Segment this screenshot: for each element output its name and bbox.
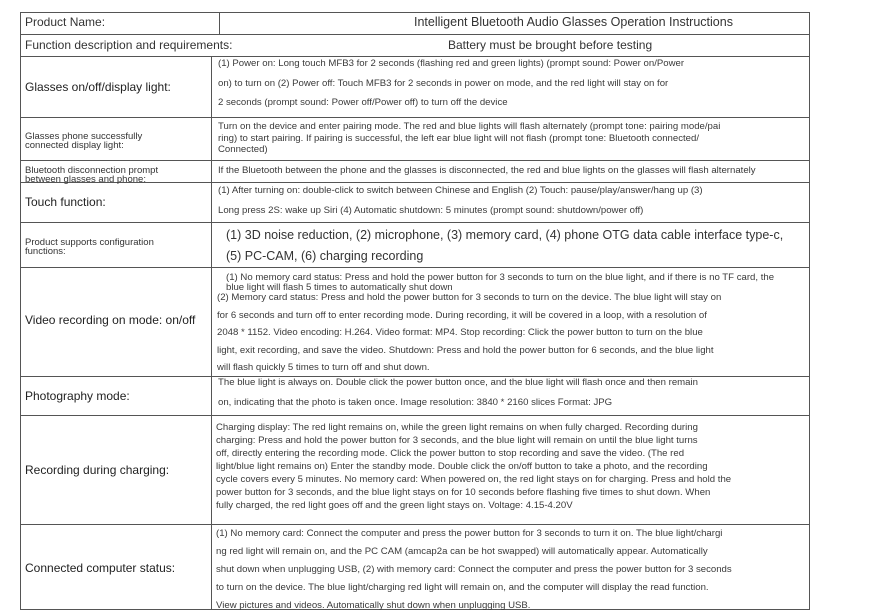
video-description: (2) Memory card status: Press and hold the power button for 3 seconds to turn on the device. The blue light will stay on for 6 seconds and turn off to enter recording mode. During recording, it will be covered in a loop, with a resolution of 2048 * 1152. Video encoding: H.264. Video format: MP4. Stop recording: Click the power button to turn on the blue light, exit recording, and save the video. Shutdown: Press and hold the power button for 6 seconds, and the blue light will flash quickly 5 times to turn off and shut down. [217, 292, 722, 373]
function-description-label: Function description and requirements: [25, 38, 233, 52]
product-name-label: Product Name: [25, 15, 106, 29]
photo-label: Photography mode: [25, 389, 130, 403]
document-title: Intelligent Bluetooth Audio Glasses Operation Instructions [414, 15, 733, 29]
charging-label: Recording during charging: [25, 463, 170, 477]
touch-label: Touch function: [25, 195, 106, 209]
disconnect-label: Bluetooth disconnection prompt between glasses and phone: [25, 165, 159, 185]
touch-description: (1) After turning on: double-click to switch between Chinese and English (2) Touch: pause/play/answer/hang up (3) Long press 2S: wake up Siri (4) Automatic shutdown: 5 minutes (prompt sound: shutdown/power off) [218, 185, 703, 216]
charging-description: Charging display: The red light remains on, while the green light remains on when fully charged. Recording during charging: Press and hold the power button for 3 seconds, and the blue light will remain on until the blue light turns off, directly entering the recording mode. Click the power button to stop recording and save the video. (The red light/blue light remains on) Enter the standby mode. Double click the on/off button to take a photo, and the recording cycle covers every 5 minutes. No memory card: When powered on, the red light stays on for charging. Press and hold the power button for 3 seconds, and the blue light stays on for 10 seconds before flashing five times to shut down. When fully charged, the red light goes off and the green light stays on. Voltage: 4.15-4.20V [216, 422, 732, 511]
config-description: (1) 3D noise reduction, (2) microphone, (3) memory card, (4) phone OTG data cable interface type-c, (5) PC-CAM, (6) charging recording [226, 228, 784, 263]
photo-description: The blue light is always on. Double click the power button once, and the blue light will flash once and then remain on, indicating that the photo is taken once. Image resolution: 3840 * 2160 slices Format: JPG [218, 377, 698, 408]
battery-note: Battery must be brought before testing [448, 38, 653, 52]
config-label: Product supports configuration functions: [25, 237, 154, 257]
computer-label: Connected computer status: [25, 561, 176, 575]
computer-description: (1) No memory card: Connect the computer and press the power button for 3 seconds to turn it on. The blue light/chargi ng red light will remain on, and the PC CAM (amcap2a can be hot swapped) will automatically appear. Automatically shut down when unplugging USB, (2) with memory card: Connect the computer and press the power button for 3 seconds to turn on the device. The blue light/charging red light will remain on, and the computer will display the read function. View pictures and videos. Automatically shut down when unplugging USB. [216, 528, 732, 611]
pairing-description: Turn on the device and enter pairing mode. The red and blue lights will flash alternately (prompt tone: pairing mode/pai ring) to start pairing. If pairing is successful, the left ear blue light will not flash (prompt tone: Bluetooth connected/ Connected) [218, 121, 721, 155]
onoff-description: (1) Power on: Long touch MFB3 for 2 seconds (flashing red and green lights) (prompt sound: Power on/Power on) to turn on (2) Power off: Touch MFB3 for 2 seconds in power on mode, and the red light will stay on for 2 seconds (prompt sound: Power off/Power off) to turn off the device [218, 58, 685, 108]
video-label: Video recording on mode: on/off [25, 313, 196, 327]
onoff-label: Glasses on/off/display light: [25, 80, 171, 94]
pairing-label: Glasses phone successfully connected display light: [25, 131, 143, 151]
video-no-card: (1) No memory card status: Press and hold the power button for 3 seconds to turn on the blue light, and if there is no TF card, the blue light will flash 5 times to automatically shut down [226, 272, 775, 293]
disconnect-description: If the Bluetooth between the phone and the glasses is disconnected, the red and blue lights on the glasses will flash alternately [218, 165, 756, 176]
